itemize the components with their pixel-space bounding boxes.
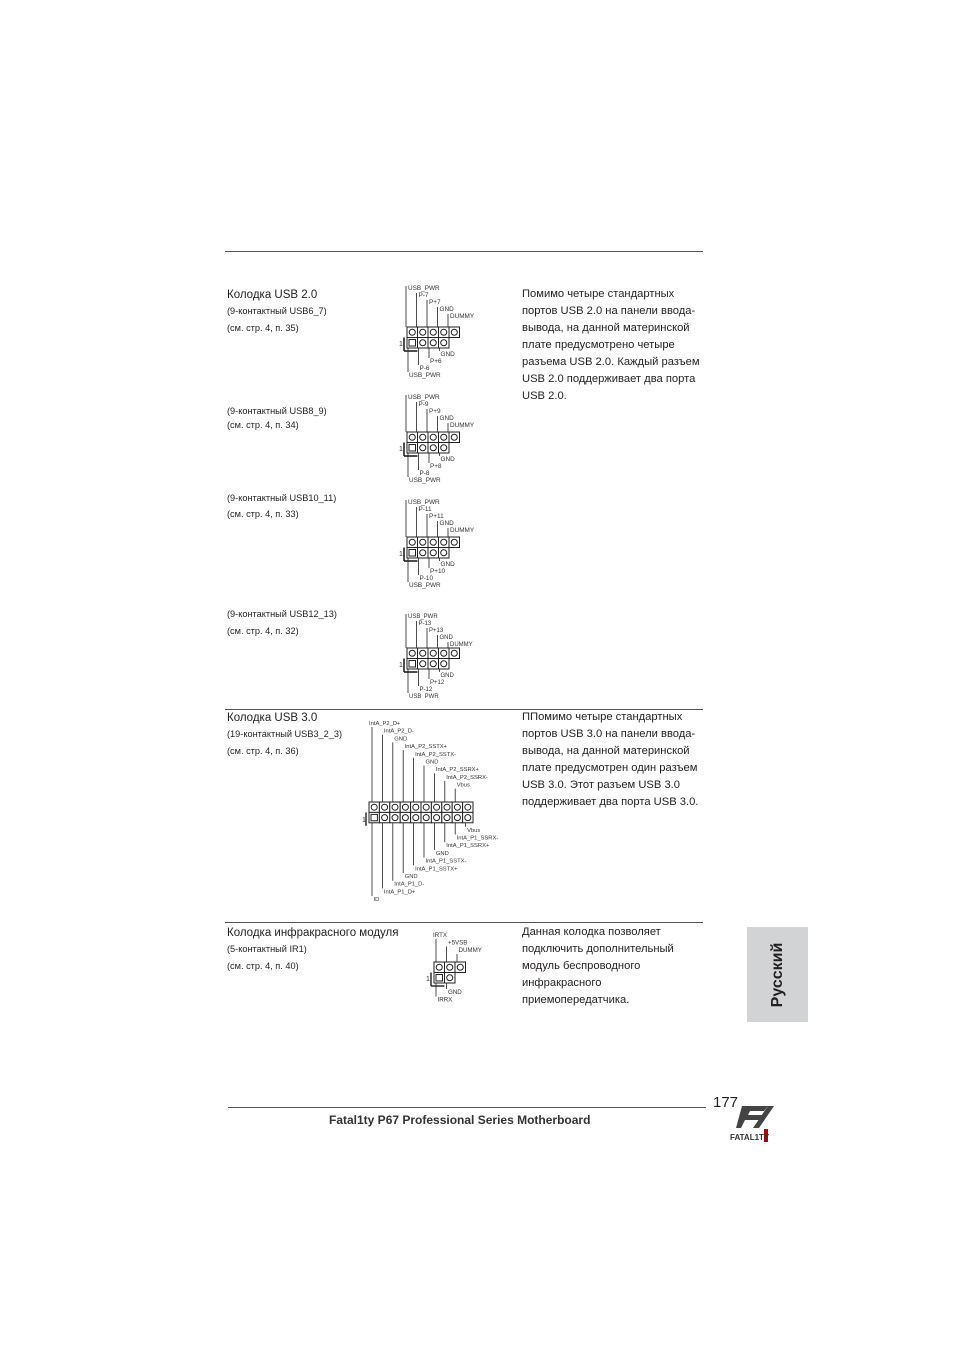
pin-bottom	[439, 443, 450, 454]
pin-bottom	[428, 338, 439, 349]
pin-bottom	[428, 548, 439, 559]
pin-label-bottom: Vbus	[467, 827, 481, 834]
pin-label-top: P-7	[418, 292, 429, 299]
pin-label-top: GND	[425, 759, 439, 766]
usb2-item-3-ref: (см. стр. 4, п. 33)	[227, 509, 299, 519]
pin-top	[455, 962, 466, 973]
pin-1-label: 1	[426, 976, 430, 983]
pin-top	[400, 802, 410, 812]
pin-bottom	[379, 812, 389, 822]
pin-top	[390, 802, 400, 812]
pin-label-top: IntA_P2_SSRX-	[446, 774, 488, 781]
usb3-header: (19-контактный USB3_2_3)	[227, 729, 343, 739]
pin-label-bottom: IntA_P1_D+	[383, 889, 416, 896]
pin-top	[369, 802, 379, 812]
pin-top	[428, 537, 439, 548]
pin-top	[439, 327, 450, 338]
pin-label-bottom: USB_PWR	[409, 694, 439, 698]
pin-top	[449, 537, 460, 548]
pin-1-label: 1	[399, 551, 403, 558]
pin-top	[418, 327, 429, 338]
pin-bottom	[452, 812, 462, 822]
usb2-header-diagram-1	[398, 284, 508, 390]
usb2-item-3-header: (9-контактный USB10_11)	[227, 493, 337, 503]
pin-label-top: GND	[394, 736, 408, 743]
pin-bottom	[445, 973, 456, 984]
pin-label-top: GND	[439, 306, 454, 313]
pin-label-top: USB_PWR	[408, 285, 440, 292]
pin-1-label: 1	[399, 446, 403, 453]
pin-label-top: GND	[439, 635, 453, 641]
pin-1-label: 1	[399, 662, 403, 669]
ir-divider	[225, 922, 703, 923]
ir-header-diagram	[425, 928, 505, 1010]
pin-label-bottom: IntA_P1_SSTX-	[425, 858, 467, 865]
pin-bottom	[411, 812, 421, 822]
logo-text: FATAL1TY	[730, 1133, 770, 1142]
pin-label-bottom: GND	[404, 874, 418, 880]
usb2-item-1-ref: (см. стр. 4, п. 35)	[227, 323, 299, 333]
pin-label-top: USB_PWR	[408, 614, 438, 620]
pin-label-top: IntA_P2_D+	[369, 721, 401, 727]
ir-section-title: Колодка инфракрасного модуля	[227, 927, 399, 939]
pin-label-top: P+11	[429, 513, 444, 520]
pin-top	[445, 962, 456, 973]
pin-top	[439, 648, 450, 659]
pin-label-top: IRTX	[433, 932, 447, 939]
usb3-section-title: Колодка USB 3.0	[227, 712, 318, 724]
pin-top	[449, 432, 460, 443]
pin-label-top: USB_PWR	[408, 499, 440, 506]
ir-ref: (см. стр. 4, п. 40)	[227, 961, 299, 971]
pin-label-bottom: GND	[440, 673, 454, 679]
pin-top	[421, 802, 431, 812]
ir-header: (5-контактный IR1)	[227, 944, 307, 954]
pin-label-bottom: GND	[435, 850, 449, 857]
pin-top	[407, 432, 418, 443]
pin-top	[439, 432, 450, 443]
pin-bottom	[418, 548, 429, 559]
pin-label-top: +5VSB	[448, 939, 468, 947]
pin-top	[407, 537, 418, 548]
pin-label-bottom: ID	[373, 897, 380, 904]
pin-top	[407, 648, 418, 659]
pin-bottom	[428, 659, 439, 670]
pin-bottom	[431, 812, 441, 822]
pin-top	[411, 802, 421, 812]
pin-top	[407, 327, 418, 338]
pin-top	[379, 802, 389, 812]
pin-label-bottom: IntA_P1_SSRX-	[456, 835, 499, 842]
pin-top	[463, 802, 473, 812]
usb3-description: ППомимо четыре стандартных портов USB 3.0 на панели ввода- вывода, на данной материнской плате предусмотрен один разъем USB 3.0. Этот разъем USB 3.0 поддерживает два порта USB 3.0.	[522, 711, 699, 808]
pin-bottom	[439, 338, 450, 349]
pin-bottom	[463, 812, 473, 822]
pin-top	[439, 537, 450, 548]
pin-bottom	[439, 659, 450, 670]
footer-divider	[228, 1107, 706, 1108]
usb2-description: Помимо четыре стандартных портов USB 2.0 на панели ввода- вывода, на данной материнской плате предусмотрено четыре разъема USB 2.0. Каждый разъем USB 2.0 поддерживает два порта USB 2.0.	[522, 288, 700, 402]
pin-top	[431, 802, 441, 812]
pin-1-label: 1	[362, 816, 366, 824]
usb2-item-1-header: (9-контактный USB6_7)	[227, 306, 327, 316]
pin-label-bottom: GND	[440, 561, 455, 568]
pin-label-bottom: GND	[448, 989, 462, 996]
usb2-section-title: Колодка USB 2.0	[227, 289, 318, 301]
usb2-header-diagram-2	[398, 393, 508, 491]
pin-top	[428, 432, 439, 443]
pin-label-top: IntA_P2_SSRX+	[435, 767, 479, 774]
usb3-header-diagram	[362, 716, 512, 912]
pin-top	[434, 962, 445, 973]
pin-bottom	[439, 548, 450, 559]
pin-top	[452, 802, 462, 812]
fatal1ty-logo	[728, 1100, 788, 1144]
pin-label-top: Vbus	[456, 782, 470, 789]
pin-label-bottom: GND	[440, 456, 455, 463]
pin-label-bottom: USB_PWR	[409, 372, 441, 379]
pin-label-top: DUMMY	[450, 642, 473, 648]
pin-label-top: GND	[439, 520, 454, 527]
pin-bottom	[390, 812, 400, 822]
pin-label-bottom: GND	[440, 351, 455, 358]
pin-top	[418, 432, 429, 443]
pin-label-top: GND	[439, 415, 454, 422]
pin-label-top: DUMMY	[458, 947, 482, 954]
pin-top	[442, 802, 452, 812]
pin-label-bottom: IntA_P1_SSTX+	[415, 866, 458, 873]
pin-label-bottom: P-10	[419, 575, 433, 582]
pin-label-bottom: IntA_P1_D-	[394, 881, 425, 888]
footer-title: Fatal1ty P67 Professional Series Motherboard	[329, 1113, 591, 1127]
pin-top	[428, 648, 439, 659]
usb2-header-diagram-4	[398, 612, 508, 698]
usb3-ref: (см. стр. 4, п. 36)	[227, 746, 299, 756]
pin-label-top: P-13	[418, 621, 432, 627]
usb2-item-2-header: (9-контактный USB8_9)	[227, 406, 327, 416]
language-tab: Русский	[747, 927, 808, 1022]
pin-label-bottom: P+8	[430, 463, 442, 470]
pin-top	[449, 648, 460, 659]
pin-label-bottom: P+6	[430, 358, 442, 365]
pin-bottom	[400, 812, 410, 822]
pin-top	[449, 327, 460, 338]
pin-bottom	[418, 443, 429, 454]
pin-bottom	[421, 812, 431, 822]
pin-label-bottom: USB_PWR	[409, 477, 441, 484]
pin-label-top: DUMMY	[450, 527, 475, 534]
pin-bottom	[442, 812, 452, 822]
page-number: 177	[713, 1094, 739, 1111]
pin-label-top: P+7	[429, 299, 441, 306]
ir-description: Данная колодка позволяет подключить дополнительный модуль беспроводного инфракрасного приемопередатчика.	[522, 926, 674, 1006]
pin-label-bottom: USB_PWR	[409, 582, 441, 589]
pin-bottom	[428, 443, 439, 454]
pin-label-top: P-9	[418, 401, 429, 408]
pin-bottom	[418, 338, 429, 349]
pin-top	[418, 537, 429, 548]
pin-label-bottom: P-8	[419, 470, 430, 477]
pin-label-top: IntA_P2_SSTX-	[415, 751, 457, 758]
usb2-item-2-ref: (см. стр. 4, п. 34)	[227, 420, 299, 430]
pin-label-bottom: P-12	[419, 687, 433, 693]
pin-bottom	[418, 659, 429, 670]
pin-label-top: IntA_P2_SSTX+	[404, 744, 448, 751]
pin-label-top: P-11	[418, 506, 432, 513]
pin-label-top: IntA_P2_D-	[383, 728, 414, 735]
pin-top	[428, 327, 439, 338]
pin-label-bottom: P-6	[419, 365, 430, 372]
pin-label-top: P+13	[429, 628, 444, 634]
pin-label-top: USB_PWR	[408, 394, 440, 401]
pin-label-top: DUMMY	[450, 422, 475, 429]
usb2-header-diagram-3	[398, 498, 508, 596]
pin-label-top: P+9	[429, 408, 441, 415]
pin-label-bottom: P+10	[430, 568, 446, 575]
pin-label-bottom: P+12	[430, 680, 445, 686]
pin-1-label: 1	[399, 341, 403, 348]
usb2-item-4-ref: (см. стр. 4, п. 32)	[227, 626, 299, 636]
top-divider	[225, 251, 703, 252]
pin-label-bottom: IntA_P1_SSRX+	[446, 843, 490, 850]
pin-top	[418, 648, 429, 659]
usb2-item-4-header: (9-контактный USB12_13)	[227, 609, 337, 619]
pin-label-top: DUMMY	[450, 313, 475, 320]
pin-label-bottom: IRRX	[437, 996, 453, 1004]
